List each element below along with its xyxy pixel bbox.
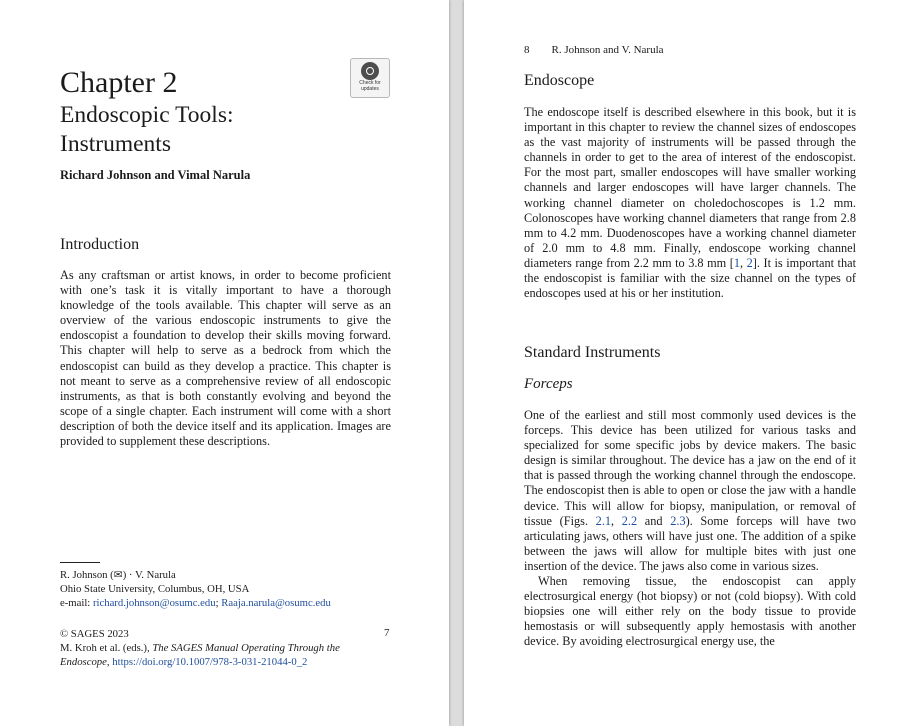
check-badge-line1: Check for (359, 80, 381, 86)
forceps-heading: Forceps (524, 376, 573, 392)
footnote-authors: R. Johnson (✉) · V. Narula (60, 569, 176, 581)
reference-link-1[interactable]: 1 (733, 255, 741, 270)
book-title: The SAGES Manual Operating Through the Endoscope (60, 642, 340, 668)
figure-link-2-2[interactable]: 2.2 (621, 513, 638, 528)
endoscope-paragraph: The endoscope itself is described elsewhere in this book, but it is important in this chapter to review the channel sizes of endoscopes as the vast majority of instruments will be passed through the channels in order to get to the area of interest of the endoscopist. For the most part, smaller endoscopes will have smaller working channels and larger endoscopes will have larger channels. The working channel diameter on choledochoscopes is 1.2 mm. Colonoscopes have working channel diameters that range from 2.8 mm to 4.2 mm. Duodenoscopes have a working channel diameter of 2.0 mm to 4.8 mm. Finally, endoscope working channel diameters range from 2.2 mm to 3.8 mm [1, 2]. It is important that the endoscopist is familiar with the size channel on the types of endoscopes used at his or her institution. (524, 105, 857, 301)
introduction-paragraph: As any craftsman or artist knows, in order to become proficient with one’s task it is vitally important to have a thorough knowledge of the tools available. This chapter will serve as an overview of the various endoscopic instruments to give the endoscopist a foundation to develop their skills moving forward. This chapter will help to serve as a bedrock from which the endoscopist can build as they develop a practice. This chapter is not meant to serve as a comprehensive review of all endoscopic instruments, as that is both constantly evolving and beyond the scope of a single chapter. Each instrument will come with a short description of both the device itself and its application. Images are provided to supplement these descriptions. (60, 268, 391, 449)
footnote-affiliation: Ohio State University, Columbus, OH, USA (60, 583, 250, 595)
standard-instruments-heading: Standard Instruments (524, 344, 661, 361)
check-for-updates-badge[interactable] (350, 58, 390, 98)
left-page (0, 0, 449, 726)
reference-link-2[interactable]: 2 (746, 255, 753, 270)
chapter-title-line2: Instruments (60, 131, 171, 157)
citation-footnote (60, 627, 370, 669)
chapter-authors: Richard Johnson and Vimal Narula (60, 168, 251, 182)
forceps-text (524, 408, 856, 650)
email-link-narula[interactable]: Raaja.narula@osumc.edu (221, 597, 331, 609)
endoscope-heading: Endoscope (524, 72, 595, 89)
copyright: © SAGES 2023 (60, 628, 129, 640)
figure-link-2-3[interactable]: 2.3 (670, 513, 686, 528)
chapter-title (60, 101, 234, 159)
introduction-heading: Introduction (60, 236, 140, 253)
check-badge-line2: updates (361, 85, 379, 92)
chapter-number: Chapter 2 (60, 66, 178, 99)
citation: M. Kroh et al. (eds.), The SAGES Manual Operating Through the Endoscope, https://doi.org/10.1007/978-3-031-21044-0_2 (60, 642, 340, 668)
email-link-johnson[interactable]: richard.johnson@osumc.edu (92, 597, 216, 609)
page-number-left: 7 (384, 627, 390, 639)
page-number-right: 8 (524, 44, 530, 56)
footnote-emails: e-mail: richard.johnson@osumc.edu; Raaja.narula@osumc.edu (60, 597, 331, 609)
chapter-title-line1: Endoscopic Tools: (60, 102, 234, 128)
footnote-rule (60, 562, 100, 563)
figure-link-2-1[interactable]: 2.1 (595, 513, 612, 528)
affiliation-footnote (60, 568, 331, 610)
running-head-authors: R. Johnson and V. Narula (551, 44, 664, 56)
forceps-paragraph-1: One of the earliest and still most commonly used devices is the forceps. This device has been utilized for various tasks and specialized for some specific jobs by device makers. The basic design is similar throughout. The device has a jaw on the end of it that is passed through the working channel through the endoscope. The endoscopist then is able to open or close the jaw with a handle device. This will allow for biopsy, manipulation, or removal of tissue (Figs. 2.1, 2.2 and 2.3). Some forceps will have two articulating jaws, others will have just one. The addition of a spike between the jaws will allow for multiple bites with just one insertion of the device. The jaws also come in various sizes. (524, 408, 856, 573)
forceps-paragraph-2: When removing tissue, the endoscopist can apply electrosurgical energy (hot biopsy) or not (cold biopsy). With cold biopsies one will either rely on the body tissue to provide hemostasis or will subsequently apply hemostasis with another device. By avoiding electrosurgical energy use, the (524, 574, 856, 649)
running-head (524, 44, 664, 56)
doi-link[interactable]: https://doi.org/10.1007/978-3-031-21044-0_2 (112, 656, 308, 668)
check-updates-icon (361, 62, 379, 80)
